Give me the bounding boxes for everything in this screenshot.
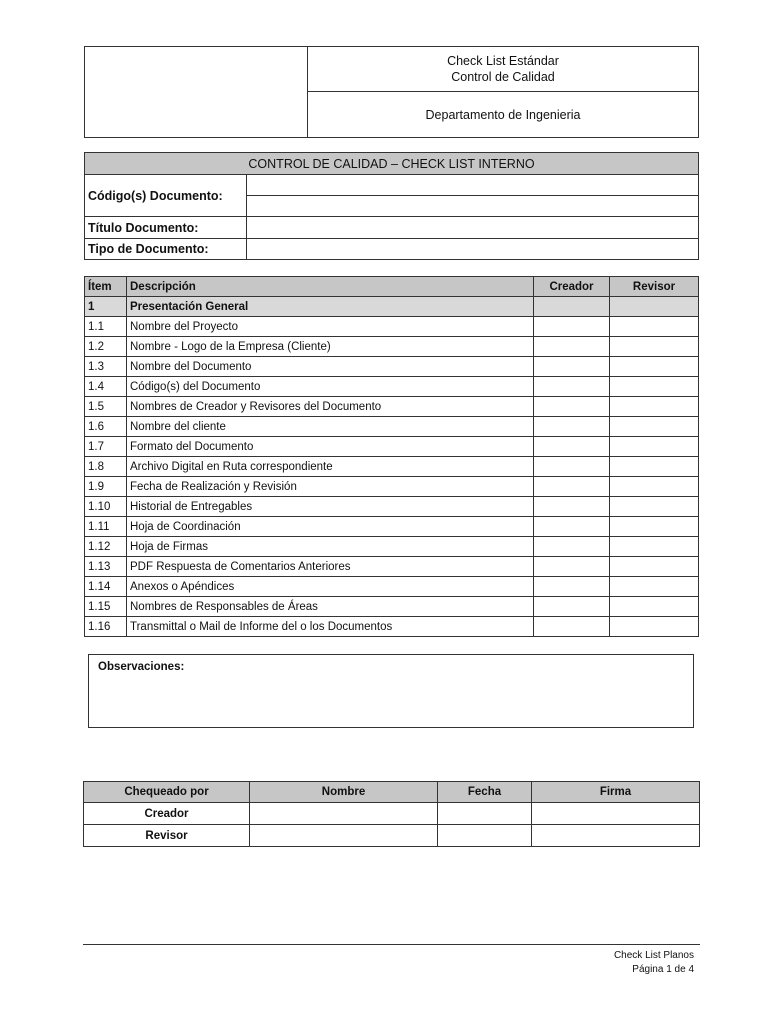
checklist-row	[85, 617, 699, 637]
row-reviewer-check[interactable]	[610, 617, 699, 637]
row-description: Nombres de Responsables de Áreas	[127, 597, 534, 617]
row-reviewer-check[interactable]	[610, 437, 699, 457]
field-value-codigo-2[interactable]	[247, 196, 699, 217]
row-reviewer-check[interactable]	[610, 577, 699, 597]
row-item: 1.2	[85, 337, 127, 357]
row-item: 1.7	[85, 437, 127, 457]
col-creator: Creador	[534, 277, 610, 297]
row-item: 1.8	[85, 457, 127, 477]
control-heading: CONTROL DE CALIDAD – CHECK LIST INTERNO	[85, 153, 699, 175]
group-reviewer-cell	[610, 297, 699, 317]
checklist-row	[85, 577, 699, 597]
logo-placeholder	[85, 47, 308, 138]
signature-role: Revisor	[84, 825, 250, 847]
row-description: Hoja de Firmas	[127, 537, 534, 557]
row-item: 1.16	[85, 617, 127, 637]
row-item: 1.14	[85, 577, 127, 597]
field-value-titulo[interactable]	[247, 217, 699, 239]
field-value-codigo[interactable]	[247, 175, 699, 196]
row-creator-check[interactable]	[534, 517, 610, 537]
checklist-row	[85, 597, 699, 617]
row-creator-check[interactable]	[534, 457, 610, 477]
row-reviewer-check[interactable]	[610, 317, 699, 337]
row-reviewer-check[interactable]	[610, 457, 699, 477]
row-item: 1.10	[85, 497, 127, 517]
row-reviewer-check[interactable]	[610, 597, 699, 617]
row-item: 1.9	[85, 477, 127, 497]
row-description: Nombre del Documento	[127, 357, 534, 377]
row-creator-check[interactable]	[534, 497, 610, 517]
footer-divider	[83, 944, 700, 945]
group-item: 1	[85, 297, 127, 317]
row-item: 1.15	[85, 597, 127, 617]
row-reviewer-check[interactable]	[610, 557, 699, 577]
col-item: Ítem	[85, 277, 127, 297]
footer-doc-name: Check List Planos	[613, 950, 694, 961]
row-creator-check[interactable]	[534, 377, 610, 397]
row-item: 1.12	[85, 537, 127, 557]
group-description: Presentación General	[127, 297, 534, 317]
row-reviewer-check[interactable]	[610, 337, 699, 357]
col-reviewer: Revisor	[610, 277, 699, 297]
field-label-tipo: Tipo de Documento:	[85, 239, 247, 260]
row-description: Historial de Entregables	[127, 497, 534, 517]
checklist-row	[85, 457, 699, 477]
row-item: 1.5	[85, 397, 127, 417]
checklist-row	[85, 417, 699, 437]
title-line-2: Control de Calidad	[451, 70, 555, 84]
signature-name-cell[interactable]	[250, 803, 438, 825]
checklist-row	[85, 557, 699, 577]
row-description: Archivo Digital en Ruta correspondiente	[127, 457, 534, 477]
checklist-row	[85, 337, 699, 357]
signature-row	[84, 803, 700, 825]
field-value-tipo[interactable]	[247, 239, 699, 260]
row-item: 1.11	[85, 517, 127, 537]
row-item: 1.6	[85, 417, 127, 437]
checklist-row	[85, 437, 699, 457]
col-checked-by: Chequeado por	[84, 782, 250, 803]
signature-sign-cell[interactable]	[532, 825, 700, 847]
row-creator-check[interactable]	[534, 357, 610, 377]
row-creator-check[interactable]	[534, 437, 610, 457]
field-label-codigo: Código(s) Documento:	[85, 175, 247, 217]
signature-row	[84, 825, 700, 847]
footer-page-number: Página 1 de 4	[632, 964, 694, 975]
row-reviewer-check[interactable]	[610, 417, 699, 437]
row-reviewer-check[interactable]	[610, 537, 699, 557]
row-creator-check[interactable]	[534, 597, 610, 617]
row-reviewer-check[interactable]	[610, 397, 699, 417]
signature-date-cell[interactable]	[438, 825, 532, 847]
row-creator-check[interactable]	[534, 477, 610, 497]
row-item: 1.13	[85, 557, 127, 577]
field-label-titulo: Título Documento:	[85, 217, 247, 239]
row-description: PDF Respuesta de Comentarios Anteriores	[127, 557, 534, 577]
col-signature: Firma	[532, 782, 700, 803]
signature-table	[83, 781, 700, 847]
title-line-1: Check List Estándar	[447, 54, 559, 68]
row-item: 1.3	[85, 357, 127, 377]
control-table	[84, 152, 699, 260]
row-reviewer-check[interactable]	[610, 477, 699, 497]
observations-label: Observaciones:	[98, 661, 185, 673]
row-item: 1.4	[85, 377, 127, 397]
row-creator-check[interactable]	[534, 317, 610, 337]
checklist-row	[85, 397, 699, 417]
group-row	[85, 297, 699, 317]
col-description: Descripción	[127, 277, 534, 297]
row-description: Anexos o Apéndices	[127, 577, 534, 597]
checklist-row	[85, 517, 699, 537]
document-title	[308, 47, 699, 92]
signature-sign-cell[interactable]	[532, 803, 700, 825]
row-description: Transmittal o Mail de Informe del o los Documentos	[127, 617, 534, 637]
checklist-row	[85, 377, 699, 397]
checklist-row	[85, 537, 699, 557]
row-creator-check[interactable]	[534, 537, 610, 557]
row-creator-check[interactable]	[534, 337, 610, 357]
row-creator-check[interactable]	[534, 557, 610, 577]
row-creator-check[interactable]	[534, 417, 610, 437]
checklist-table	[84, 276, 699, 637]
row-creator-check[interactable]	[534, 617, 610, 637]
row-description: Fecha de Realización y Revisión	[127, 477, 534, 497]
signature-name-cell[interactable]	[250, 825, 438, 847]
row-item: 1.1	[85, 317, 127, 337]
row-description: Hoja de Coordinación	[127, 517, 534, 537]
page-footer	[614, 949, 694, 977]
row-description: Nombre - Logo de la Empresa (Cliente)	[127, 337, 534, 357]
observations-box[interactable]	[88, 654, 694, 728]
checklist-row	[85, 357, 699, 377]
col-date: Fecha	[438, 782, 532, 803]
row-description: Nombre del cliente	[127, 417, 534, 437]
row-description: Código(s) del Documento	[127, 377, 534, 397]
checklist-header-row	[85, 277, 699, 297]
row-reviewer-check[interactable]	[610, 497, 699, 517]
department-name: Departamento de Ingenieria	[308, 92, 699, 138]
checklist-row	[85, 317, 699, 337]
row-description: Formato del Documento	[127, 437, 534, 457]
signature-role: Creador	[84, 803, 250, 825]
checklist-row	[85, 497, 699, 517]
col-name: Nombre	[250, 782, 438, 803]
row-reviewer-check[interactable]	[610, 377, 699, 397]
signature-date-cell[interactable]	[438, 803, 532, 825]
document-header	[84, 46, 699, 138]
row-description: Nombres de Creador y Revisores del Documento	[127, 397, 534, 417]
row-reviewer-check[interactable]	[610, 517, 699, 537]
checklist-row	[85, 477, 699, 497]
row-reviewer-check[interactable]	[610, 357, 699, 377]
group-creator-cell	[534, 297, 610, 317]
row-description: Nombre del Proyecto	[127, 317, 534, 337]
signature-header-row	[84, 782, 700, 803]
row-creator-check[interactable]	[534, 577, 610, 597]
row-creator-check[interactable]	[534, 397, 610, 417]
